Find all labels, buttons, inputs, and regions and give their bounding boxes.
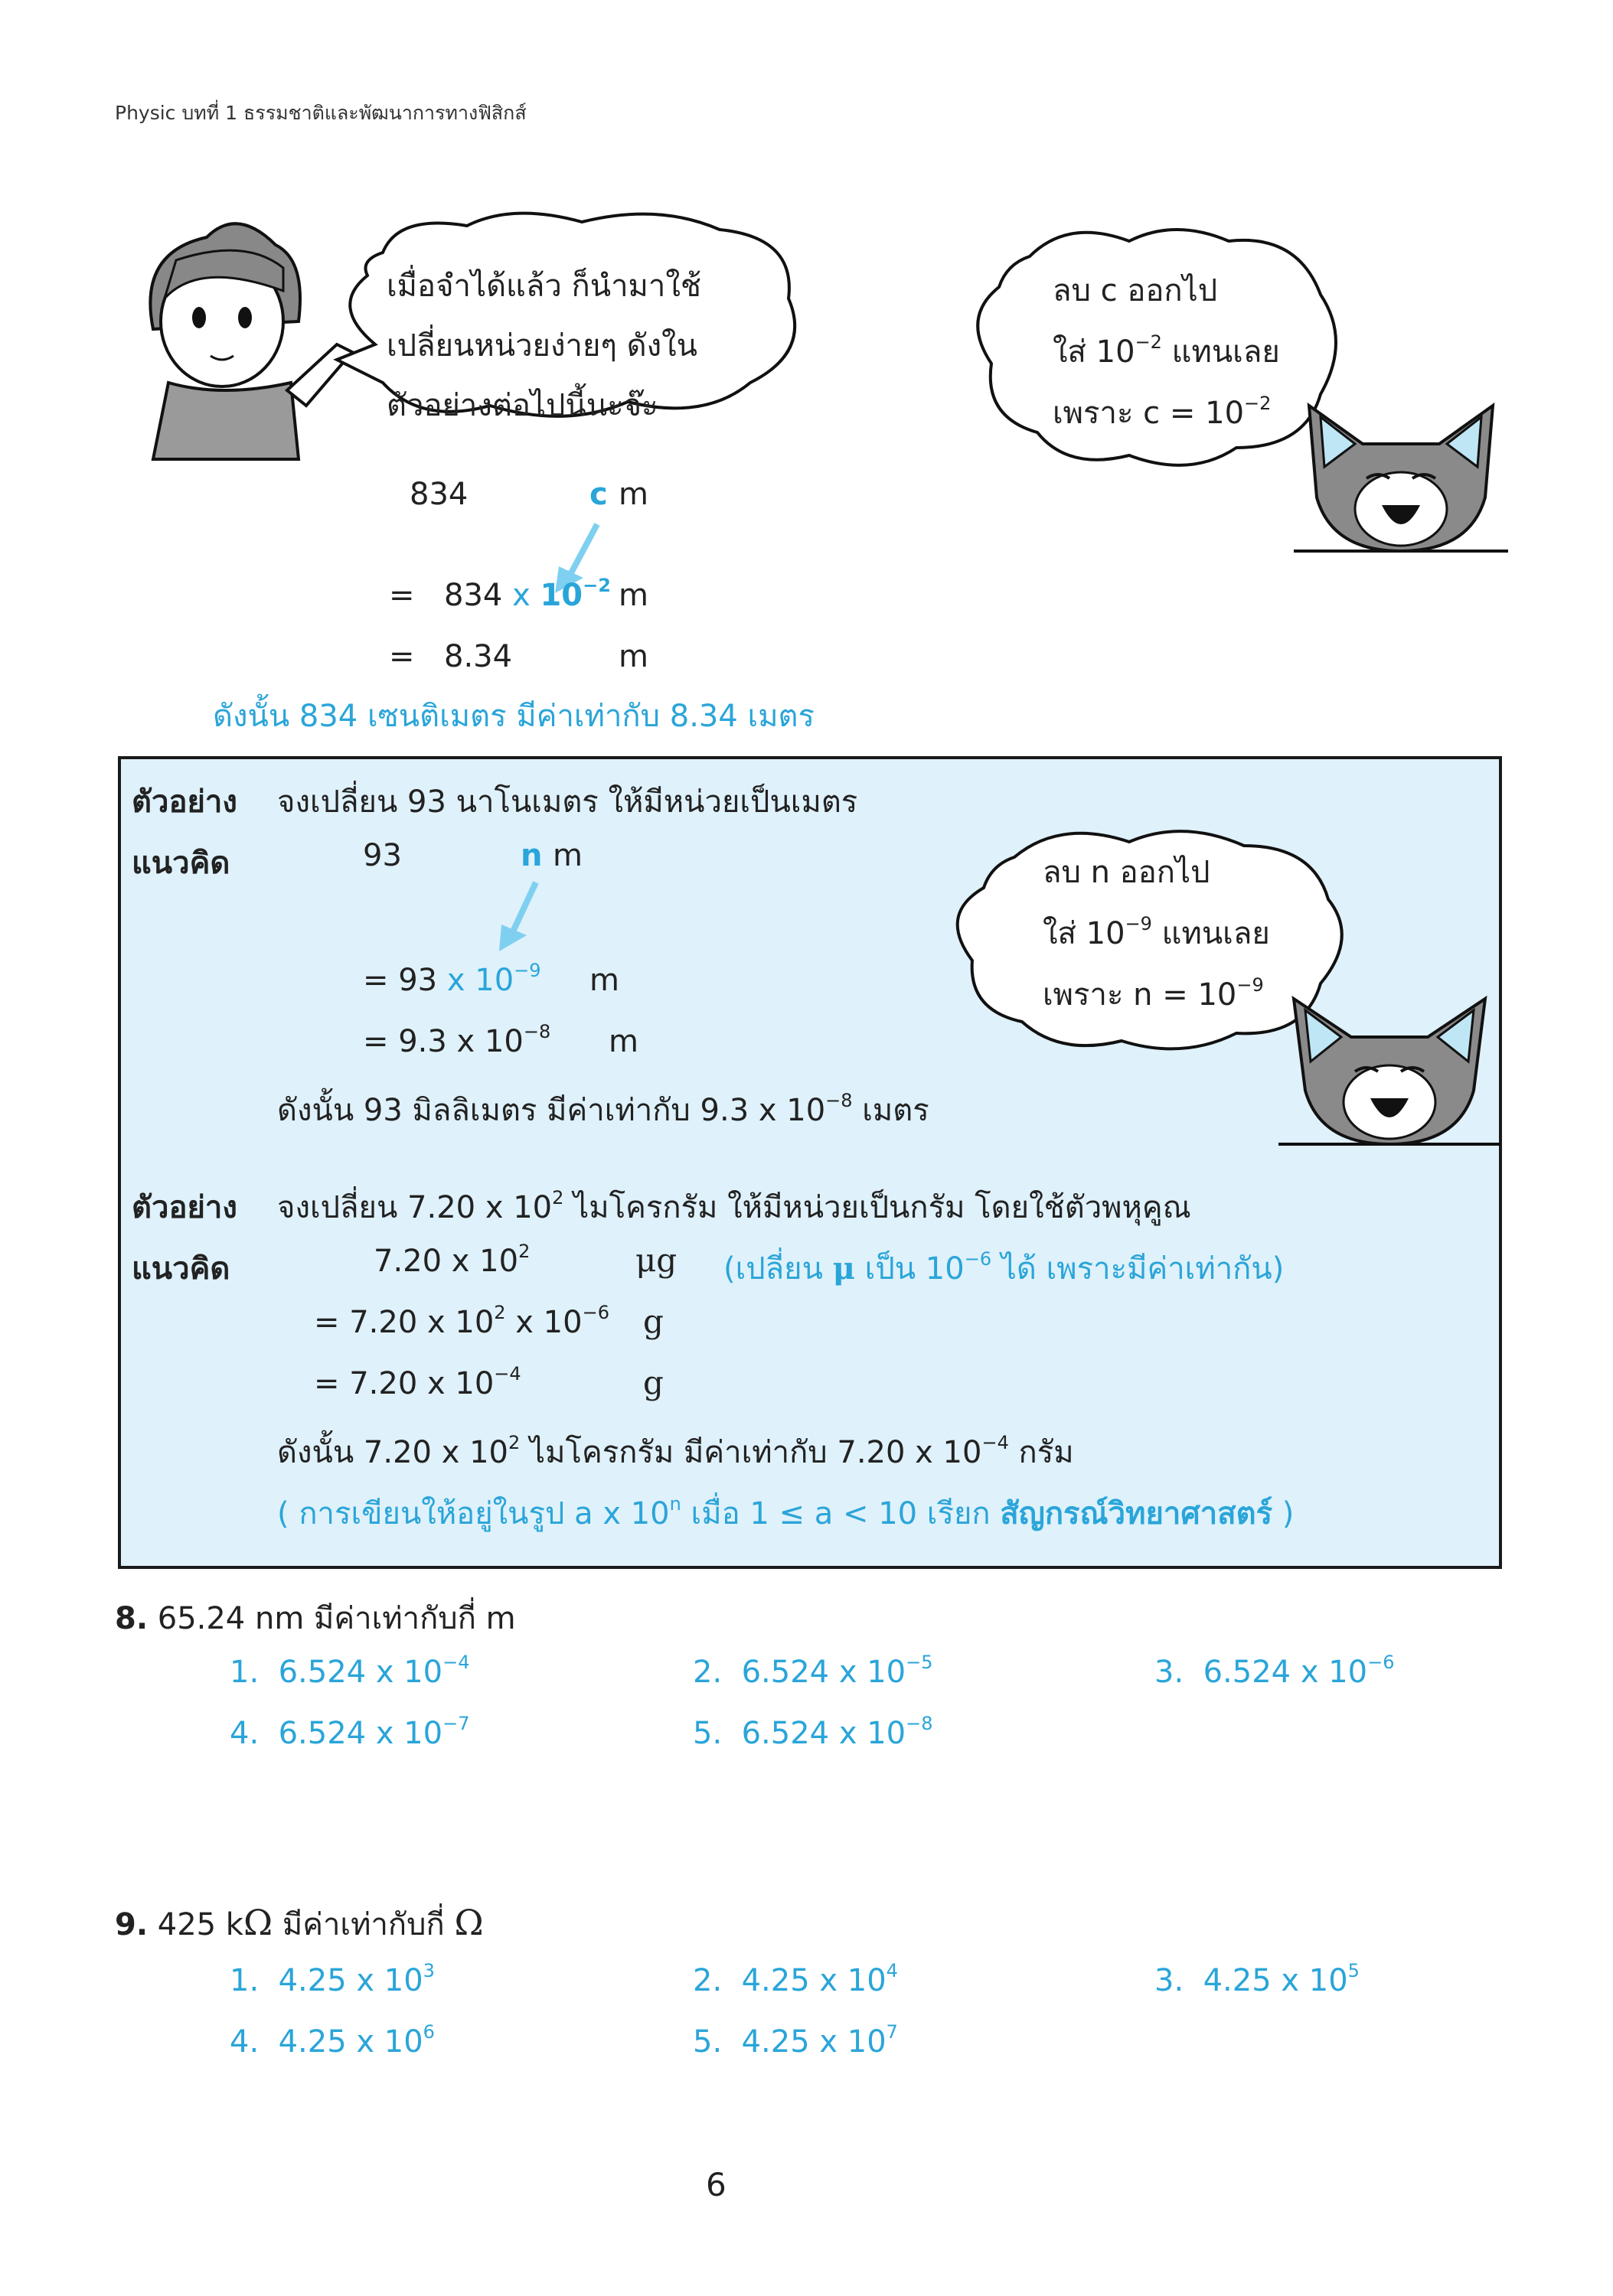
example-value: 93 <box>363 838 402 873</box>
choice-label: 3. <box>1154 1655 1184 1690</box>
choice-label: 5. <box>693 2024 723 2060</box>
intro-value: 834 <box>410 477 469 512</box>
example-unit: m <box>553 838 583 873</box>
example-question: จงเปลี่ยน 93 นาโนเมตร ให้มีหน่วยเป็นเมตร <box>277 784 858 820</box>
cat-bubble-line <box>1043 964 1270 1026</box>
example-note <box>723 1244 1284 1293</box>
omega-symbol: Ω <box>243 1902 273 1943</box>
exponent: −6 <box>964 1248 992 1270</box>
note-part: (เปลี่ยน <box>723 1251 833 1287</box>
exponent: −5 <box>906 1652 933 1673</box>
choice-label: 4. <box>230 2024 260 2060</box>
exponent: −8 <box>523 1021 551 1042</box>
exponent: −2 <box>1135 331 1162 353</box>
choice-value: 4.25 x 10 <box>1203 1963 1348 1998</box>
page-header: Physic บทที่ 1 ธรรมชาติและพัฒนาการทางฟิสิกส์ <box>115 102 527 124</box>
question-number: 8. <box>115 1601 149 1636</box>
note-emphasis: สัญกรณ์วิทยาศาสตร์ <box>1000 1496 1273 1531</box>
boy-bubble-line: ตัวอย่างต่อไปนี้นะจ๊ะ <box>387 388 658 423</box>
expression-part: = 9.3 x 10 <box>363 1024 524 1059</box>
example-step2 <box>314 1363 521 1401</box>
choice-value: 4.25 x 10 <box>278 2024 423 2060</box>
boy-bubble-line: เมื่อจำได้แล้ว ก็นำมาใช้ <box>387 269 702 304</box>
cat-bubble-text-part: เพราะ n = 10 <box>1043 977 1237 1013</box>
intro-prefix: c <box>589 477 608 512</box>
question-9 <box>115 1900 484 1949</box>
exponent: 2 <box>552 1187 564 1208</box>
choice-label: 5. <box>693 1716 723 1751</box>
question-part: จงเปลี่ยน 7.20 x 10 <box>277 1190 553 1225</box>
example-unit: m <box>609 1024 638 1059</box>
choice[interactable] <box>230 1960 435 1998</box>
cat-bubble-text-part: แทนเลย <box>1151 916 1270 951</box>
intro-unit: m <box>619 639 648 674</box>
question-text: มีค่าเท่ากับกี่ <box>273 1907 455 1942</box>
choice[interactable] <box>693 1713 933 1751</box>
cat-bubble-line <box>1053 383 1280 444</box>
exponent: n <box>669 1493 681 1515</box>
expression-part: x 10 <box>505 1305 583 1340</box>
exponent: −6 <box>1367 1652 1395 1673</box>
example-step1 <box>314 1302 609 1340</box>
exponent: −4 <box>442 1652 470 1673</box>
cat-illustration <box>1294 398 1508 559</box>
gram-unit: g <box>656 1241 678 1279</box>
expression-part: ดังนั้น 7.20 x 10 <box>277 1435 508 1470</box>
boy-bubble-text <box>387 256 701 435</box>
expression-part: กรัม <box>1008 1435 1074 1470</box>
choice-value: 4.25 x 10 <box>741 1963 886 1998</box>
example-question <box>277 1182 1191 1231</box>
unit-microgram <box>635 1241 677 1279</box>
choice-value: 6.524 x 10 <box>741 1716 906 1751</box>
cat-bubble-line: ลบ c ออกไป <box>1053 273 1218 308</box>
question-part: ไมโครกรัม ให้มีหน่วยเป็นกรัม โดยใช้ตัวพหุคูณ <box>563 1190 1191 1225</box>
choice-value: 6.524 x 10 <box>278 1716 443 1751</box>
choice-label: 3. <box>1154 1963 1184 1998</box>
exponent: 7 <box>886 2021 898 2043</box>
cat-bubble-text-part: ใส่ 10 <box>1053 334 1135 370</box>
example-conclusion <box>277 1085 929 1134</box>
exponent: 6 <box>423 2021 435 2043</box>
choice[interactable] <box>693 2021 898 2060</box>
choice-label: 1. <box>230 1963 260 1998</box>
choice[interactable] <box>693 1652 933 1690</box>
approach-label: แนวคิด <box>132 1251 230 1287</box>
times-sign: x <box>512 578 531 613</box>
example-value <box>374 1241 531 1279</box>
exponent: −4 <box>981 1432 1009 1453</box>
exponent: 3 <box>423 1960 435 1981</box>
note-part: เมื่อ 1 ≤ a < 10 เรียก <box>681 1496 1001 1531</box>
arrow-icon <box>498 879 544 955</box>
exponent: 2 <box>508 1432 521 1453</box>
boy-illustration <box>130 207 360 459</box>
note-part: ( การเขียนให้อยู่ในรูป a x 10 <box>277 1496 670 1531</box>
intro-unit: m <box>619 477 648 512</box>
exponent: −8 <box>825 1090 853 1111</box>
example-label: ตัวอย่าง <box>132 784 237 820</box>
cat-bubble-line <box>1053 321 1280 383</box>
exponent: −8 <box>906 1713 933 1734</box>
page-number: 6 <box>706 2166 727 2203</box>
choice[interactable] <box>230 1713 470 1751</box>
expression-part: เมตร <box>852 1093 929 1128</box>
number: 834 <box>444 578 503 613</box>
omega-symbol: Ω <box>454 1902 484 1943</box>
gram-unit: g <box>643 1303 664 1340</box>
choice[interactable] <box>1154 1652 1395 1690</box>
intro-conclusion: ดังนั้น 834 เซนติเมตร มีค่าเท่ากับ 8.34 เมตร <box>213 699 815 734</box>
expression-part: 7.20 x 10 <box>374 1244 519 1279</box>
exponent: 2 <box>518 1241 531 1262</box>
choice-label: 1. <box>230 1655 260 1690</box>
approach-label: แนวคิด <box>132 846 230 881</box>
exponent: 2 <box>494 1302 506 1323</box>
equals-sign: = <box>389 639 415 674</box>
choice-label: 4. <box>230 1716 260 1751</box>
expression-part: ไมโครกรัม มีค่าเท่ากับ 7.20 x 10 <box>520 1435 982 1470</box>
choice[interactable] <box>693 1960 898 1998</box>
choice-label: 2. <box>693 1963 723 1998</box>
example-conclusion <box>277 1427 1074 1476</box>
exponent: −2 <box>1244 393 1272 414</box>
question-text: 65.24 nm มีค่าเท่ากับกี่ m <box>148 1601 516 1636</box>
expression-part: ดังนั้น 93 มิลลิเมตร มีค่าเท่ากับ 9.3 x 10 <box>277 1093 826 1128</box>
question-number: 9. <box>115 1907 149 1942</box>
intro-step1 <box>444 575 611 613</box>
intro-unit: m <box>619 578 648 613</box>
choice[interactable] <box>230 1652 470 1690</box>
expression-part: = 93 <box>363 963 438 998</box>
exponent: −6 <box>582 1302 609 1323</box>
mu-symbol: μ <box>635 1241 657 1279</box>
choice-value: 4.25 x 10 <box>741 2024 886 2060</box>
expression-part: x 10 <box>437 963 514 998</box>
choice[interactable] <box>230 2021 435 2060</box>
choice-value: 4.25 x 10 <box>278 1963 423 1998</box>
power-base: 10 <box>540 578 583 613</box>
boy-bubble-line: เปลี่ยนหน่วยง่ายๆ ดังใน <box>387 328 697 364</box>
choice-value: 6.524 x 10 <box>278 1655 443 1690</box>
exponent: −4 <box>494 1363 521 1384</box>
example-step2 <box>363 1021 551 1059</box>
cat-bubble-line <box>1043 903 1270 964</box>
cat-bubble-line: ลบ n ออกไป <box>1043 855 1210 890</box>
expression-part: = 7.20 x 10 <box>314 1366 495 1401</box>
exponent: −9 <box>1125 913 1152 934</box>
exponent: −7 <box>442 1713 470 1734</box>
cat-bubble-text <box>1053 260 1280 444</box>
question-text: 425 k <box>148 1907 243 1942</box>
cat-bubble-text-part: แทนเลย <box>1161 334 1280 370</box>
example-unit: m <box>589 963 619 998</box>
intro-step2: 8.34 <box>444 639 513 674</box>
scientific-notation-note <box>277 1489 1294 1538</box>
exponent: −2 <box>583 575 611 596</box>
exponent: 4 <box>886 1960 898 1981</box>
cat-illustration <box>1278 991 1500 1152</box>
cat-bubble-text <box>1043 842 1270 1026</box>
exponent: 5 <box>1347 1960 1360 1981</box>
mu-symbol: μ <box>832 1251 855 1287</box>
example-label: ตัวอย่าง <box>132 1190 237 1225</box>
cat-bubble-text-part: เพราะ c = 10 <box>1053 396 1245 431</box>
note-part: ) <box>1272 1496 1295 1531</box>
cat-bubble-text-part: ใส่ 10 <box>1043 916 1125 951</box>
note-part: ได้ เพราะมีค่าเท่ากัน) <box>991 1251 1285 1287</box>
choice-value: 6.524 x 10 <box>1203 1655 1368 1690</box>
gram-unit: g <box>643 1364 664 1401</box>
exponent: −9 <box>514 960 541 981</box>
question-8 <box>115 1593 516 1642</box>
note-part: เป็น 10 <box>854 1251 965 1287</box>
choice-label: 2. <box>693 1655 723 1690</box>
expression-part: = 7.20 x 10 <box>314 1305 495 1340</box>
exponent: −9 <box>1236 974 1264 996</box>
choice[interactable] <box>1154 1960 1360 1998</box>
example-prefix: n <box>521 838 543 873</box>
choice-value: 6.524 x 10 <box>741 1655 906 1690</box>
equals-sign: = <box>389 578 415 613</box>
example-step1 <box>363 960 541 998</box>
